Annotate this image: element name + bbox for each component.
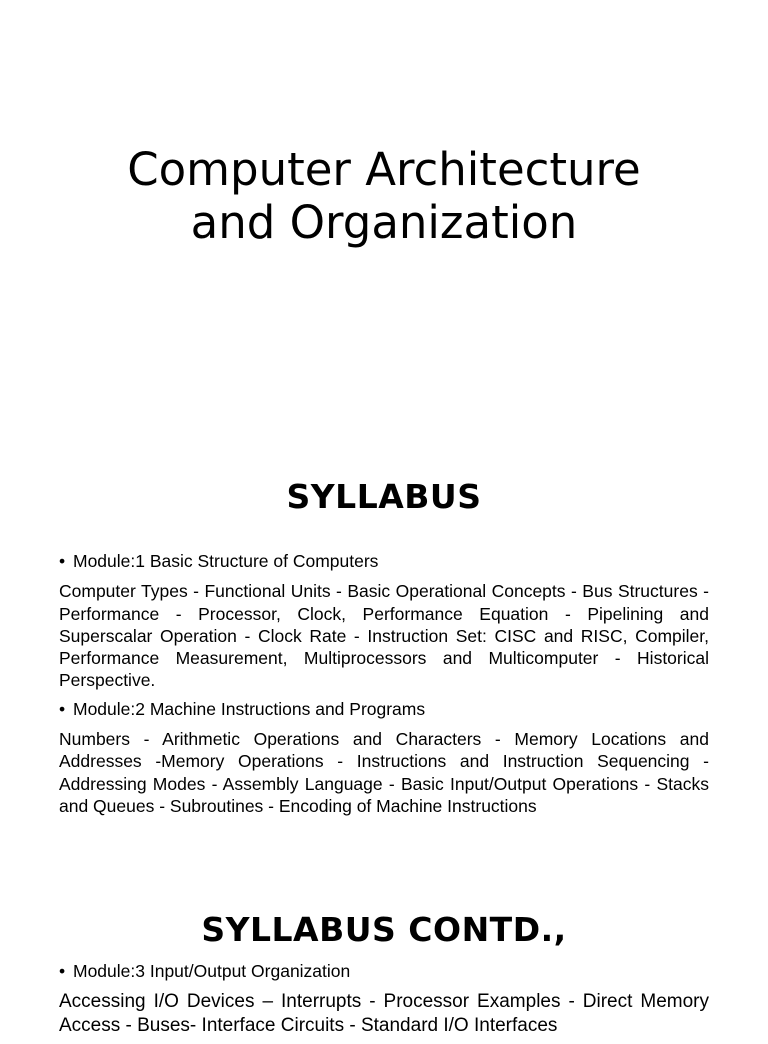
- module-2-description: Numbers - Arithmetic Operations and Characters - Memory Locations and Addresses -Memory Operations - Instructions and Instruction Sequencing - Addressing Modes - Assembly Language - Basic Input/Output Operations - Stacks and Queues - Subroutines - Encoding of Machine Instructions: [59, 729, 709, 816]
- module-2-label: • Module:2 Machine Instructions and Programs: [59, 698, 709, 720]
- module-3-description: Accessing I/O Devices – Interrupts - Processor Examples - Direct Memory Access - Buses- Interface Circuits - Standard I/O Interfaces: [59, 991, 709, 1037]
- module-1-label: • Module:1 Basic Structure of Computers: [59, 550, 709, 572]
- title-slide: [0, 0, 768, 380]
- module-3-label: • Module:3 Input/Output Organization: [59, 960, 709, 982]
- module-1-description: Computer Types - Functional Units - Basic Operational Concepts - Bus Structures - Performance - Processor, Clock, Performance Equation - Pipelining and Superscalar Operation - Clock Rate - Instruction Set: CISC and RISC, Compiler, Performance Measurement, Multiprocessors and Multicomputer - Historical Perspective.: [59, 581, 709, 691]
- syllabus-heading: SYLLABUS: [286, 477, 482, 516]
- syllabus-contd-slide: [0, 905, 768, 1037]
- syllabus-slide: [0, 470, 768, 850]
- title-line-2: and Organization: [190, 196, 578, 250]
- title-line-1: Computer Architecture: [127, 143, 641, 197]
- document-title: [0, 143, 768, 249]
- syllabus-contd-content: [59, 960, 709, 1044]
- syllabus-contd-heading: SYLLABUS CONTD.,: [201, 910, 567, 949]
- syllabus-content: [59, 550, 709, 823]
